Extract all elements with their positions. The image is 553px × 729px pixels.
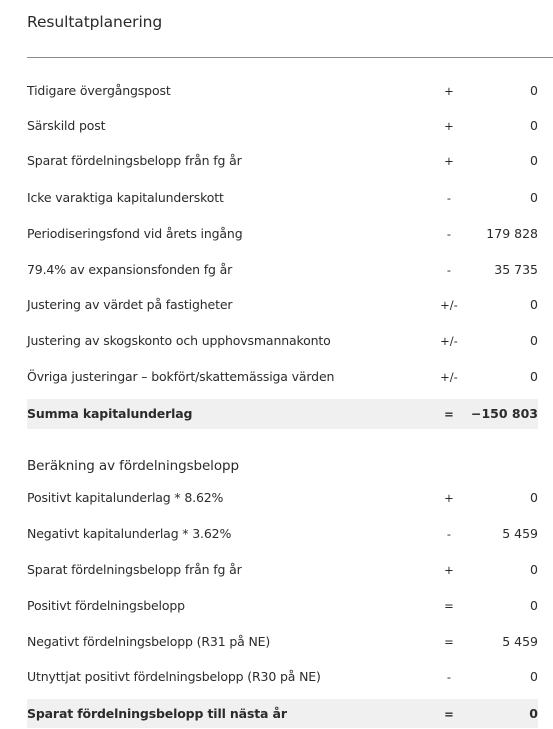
row-ovriga-justeringar [27, 362, 538, 392]
row-operator: +/- [440, 370, 458, 384]
row-value: 0 [530, 333, 538, 348]
row-label: Negativt kapitalunderlag * 3.62% [27, 526, 232, 541]
row-value: 0 [530, 83, 538, 98]
row-operator: - [446, 527, 452, 541]
row-value: 0 [530, 669, 538, 684]
row-value: 0 [530, 598, 538, 613]
row-expansionsfonden [27, 255, 538, 285]
row-negativt-fordelningsbelopp [27, 627, 538, 657]
row-operator: +/- [440, 334, 458, 348]
row-value: 0 [530, 118, 538, 133]
row-justering-fastigheter [27, 290, 538, 320]
row-sparat-fordelningsbelopp-fg [27, 555, 538, 585]
row-label: Särskild post [27, 118, 106, 133]
row-operator: + [444, 154, 454, 168]
total-label: Summa kapitalunderlag [27, 406, 193, 421]
row-positivt-kapitalunderlag [27, 483, 538, 513]
row-justering-skogskonto [27, 326, 538, 356]
row-operator: - [446, 263, 452, 277]
row-negativt-kapitalunderlag [27, 519, 538, 549]
row-operator: = [444, 635, 454, 649]
row-label: Sparat fördelningsbelopp från fg år [27, 562, 242, 577]
row-operator: + [444, 84, 454, 98]
total-value: 0 [529, 706, 538, 721]
row-summa-kapitalunderlag [27, 399, 538, 429]
total-value: −150 803 [470, 406, 538, 421]
row-label: 79.4% av expansionsfonden fg år [27, 262, 233, 277]
row-operator: - [446, 227, 452, 241]
row-operator: - [446, 191, 452, 205]
row-icke-varaktiga-kapitalunderskott [27, 183, 538, 213]
page-title: Resultatplanering [27, 13, 163, 31]
row-value: 0 [530, 490, 538, 505]
row-value: 5 459 [502, 634, 538, 649]
row-label: Negativt fördelningsbelopp (R31 på NE) [27, 634, 271, 649]
row-label: Icke varaktiga kapitalunderskott [27, 190, 224, 205]
row-operator: - [446, 670, 452, 684]
row-label: Periodiseringsfond vid årets ingång [27, 226, 243, 241]
row-value: 0 [530, 369, 538, 384]
row-value: 179 828 [486, 226, 538, 241]
row-label: Tidigare övergångspost [27, 83, 171, 98]
row-label: Utnyttjat positivt fördelningsbelopp (R30 på NE) [27, 669, 321, 684]
row-value: 5 459 [502, 526, 538, 541]
row-periodiseringsfond [27, 219, 538, 249]
row-value: 35 735 [494, 262, 538, 277]
row-sparat-fordelningsbelopp-nasta-ar [27, 699, 538, 728]
row-sarskild-post [27, 111, 538, 141]
row-operator: +/- [440, 298, 458, 312]
row-utnyttjat-positivt-fordelningsbelopp [27, 662, 538, 692]
row-operator: + [444, 563, 454, 577]
row-label: Positivt kapitalunderlag * 8.62% [27, 490, 224, 505]
row-label: Positivt fördelningsbelopp [27, 598, 185, 613]
title-divider [27, 57, 553, 58]
total-operator: = [444, 707, 454, 721]
row-label: Övriga justeringar – bokfört/skattemässiga värden [27, 369, 335, 384]
row-value: 0 [530, 297, 538, 312]
row-positivt-fordelningsbelopp [27, 591, 538, 621]
row-sparat-fordelningsbelopp [27, 146, 538, 176]
row-value: 0 [530, 190, 538, 205]
section-title-fordelningsbelopp: Beräkning av fördelningsbelopp [27, 458, 239, 474]
total-label: Sparat fördelningsbelopp till nästa år [27, 706, 287, 721]
row-operator: + [444, 491, 454, 505]
row-value: 0 [530, 562, 538, 577]
row-label: Justering av värdet på fastigheter [27, 297, 233, 312]
total-operator: = [444, 407, 454, 421]
row-operator: + [444, 119, 454, 133]
row-operator: = [444, 599, 454, 613]
row-label: Sparat fördelningsbelopp från fg år [27, 153, 242, 168]
row-tidigare-overgangspost [27, 76, 538, 106]
row-value: 0 [530, 153, 538, 168]
row-label: Justering av skogskonto och upphovsmannakonto [27, 333, 331, 348]
